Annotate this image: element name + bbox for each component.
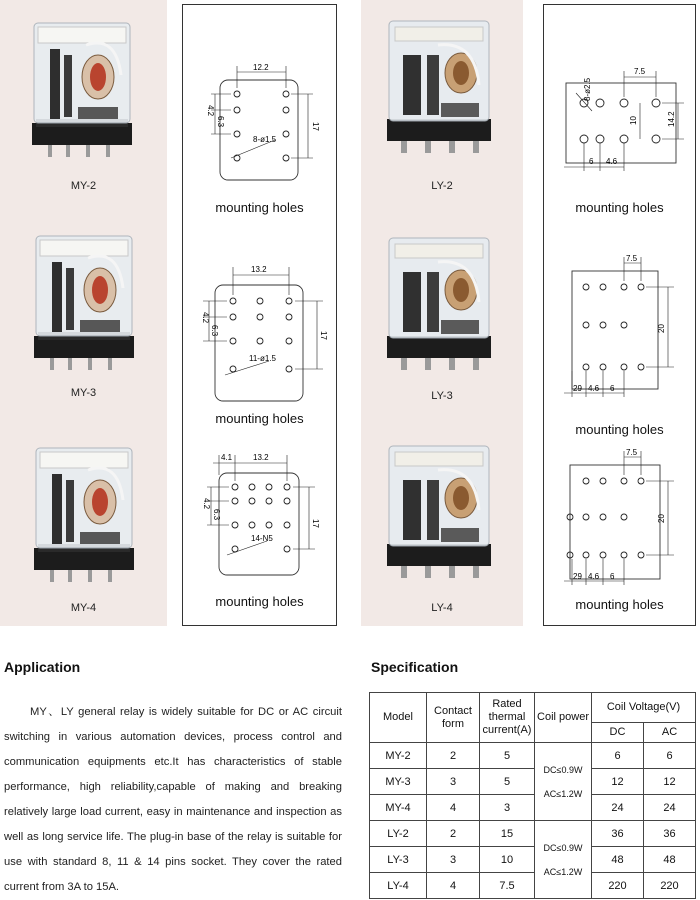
cell-ac: 12 [644, 769, 696, 795]
cell-model: MY-2 [370, 743, 427, 769]
hole-spec-my2: 8-ø1.5 [253, 135, 277, 144]
header-contact: Contact form [427, 693, 480, 743]
header-coil-voltage: Coil Voltage(V) [592, 693, 696, 723]
relay-photo-my2 [26, 15, 138, 160]
dim-height-ly3: 20 [657, 324, 666, 333]
cell-dc: 6 [592, 743, 644, 769]
cell-current: 10 [480, 847, 535, 873]
header-model: Model [370, 693, 427, 743]
hole-spec-my4: 14-N5 [251, 534, 273, 543]
dim-d1-my3: 4.2 [201, 312, 210, 324]
cell-model: MY-4 [370, 795, 427, 821]
cell-ac: 24 [644, 795, 696, 821]
cell-model: LY-4 [370, 873, 427, 899]
relay-photo-my4 [28, 440, 140, 585]
cell-ac: 48 [644, 847, 696, 873]
dim-b2-ly3: 4.6 [588, 384, 600, 393]
power-dc-my: DC≤0.9W [543, 764, 583, 775]
dim-mid-ly2: 10 [629, 116, 638, 125]
cell-dc: 12 [592, 769, 644, 795]
relay-photo-my3 [28, 228, 140, 373]
cell-power-my [535, 743, 592, 821]
cell-current: 5 [480, 769, 535, 795]
cell-power-ly [535, 821, 592, 899]
mounting-label-my3: mounting holes [215, 411, 304, 426]
dim-b1-ly3: 29 [573, 384, 582, 393]
relay-photo-ly4 [383, 440, 495, 582]
dim-height-my3: 17 [319, 331, 328, 340]
power-ac-my: AC≤1.2W [543, 788, 583, 799]
specification-title: Specification [371, 659, 459, 675]
dim-d2-my3: 6.3 [210, 325, 219, 337]
dim-height-my4: 17 [311, 519, 320, 528]
hole-spec-ly2: 8-ø2.5 [583, 77, 592, 101]
mounting-drawing-my3 [183, 257, 338, 407]
dim-b2-ly4: 4.6 [588, 572, 600, 581]
dim-height-ly4: 20 [657, 514, 666, 523]
header-rated: Rated thermal current(A) [480, 693, 535, 743]
photo-panel-ly [361, 0, 523, 626]
dim-left-my4: 4.1 [221, 453, 233, 462]
drawing-panel-my [182, 4, 337, 626]
header-ac: AC [644, 723, 696, 743]
relay-photo-ly2 [383, 15, 495, 157]
product-label-my3: MY-3 [70, 387, 97, 399]
cell-dc: 24 [592, 795, 644, 821]
mounting-drawing-my4 [183, 445, 338, 580]
cell-ac: 220 [644, 873, 696, 899]
power-dc-ly: DC≤0.9W [543, 842, 583, 853]
dim-pitch-ly2: 7.5 [634, 67, 646, 76]
mounting-label-ly2: mounting holes [575, 200, 664, 215]
mounting-drawing-ly4 [544, 445, 697, 590]
mounting-label-ly3: mounting holes [575, 422, 664, 437]
mounting-drawing-ly3 [544, 251, 697, 401]
cell-current: 7.5 [480, 873, 535, 899]
product-label-my4: MY-4 [70, 602, 97, 614]
dim-b1-ly2: 6 [589, 157, 594, 166]
dim-d1-my2: 4.2 [206, 105, 215, 117]
cell-current: 3 [480, 795, 535, 821]
dim-b2-ly2: 4.6 [606, 157, 618, 166]
dim-pitch-ly4: 7.5 [626, 448, 638, 457]
dim-d2-my4: 6.3 [212, 509, 221, 521]
application-title: Application [4, 659, 81, 675]
mounting-label-my2: mounting holes [215, 200, 304, 215]
cell-dc: 36 [592, 821, 644, 847]
cell-ac: 36 [644, 821, 696, 847]
product-label-ly3: LY-3 [431, 390, 453, 402]
cell-current: 5 [480, 743, 535, 769]
power-ac-ly: AC≤1.2W [543, 866, 583, 877]
cell-dc: 48 [592, 847, 644, 873]
header-coil-power: Coil power [535, 693, 592, 743]
cell-contact: 2 [427, 743, 480, 769]
cell-contact: 2 [427, 821, 480, 847]
cell-model: LY-2 [370, 821, 427, 847]
drawing-panel-ly [543, 4, 696, 626]
cell-model: MY-3 [370, 769, 427, 795]
cell-current: 15 [480, 821, 535, 847]
mounting-label-ly4: mounting holes [575, 597, 664, 612]
photo-panel-my [0, 0, 167, 626]
dim-d1-my4: 4.2 [202, 498, 211, 510]
mounting-drawing-my2 [183, 60, 338, 200]
cell-model: LY-3 [370, 847, 427, 873]
cell-contact: 4 [427, 795, 480, 821]
specification-table [369, 692, 696, 899]
product-label-my2: MY-2 [70, 180, 97, 192]
dim-width-my4: 13.2 [253, 453, 269, 462]
header-dc: DC [592, 723, 644, 743]
dim-d2-my2: 6.3 [216, 116, 225, 128]
cell-contact: 4 [427, 873, 480, 899]
product-label-ly4: LY-4 [431, 602, 453, 614]
product-label-ly2: LY-2 [431, 180, 453, 192]
application-text: MY、LY general relay is widely suitable for DC or AC circuit switching in various automation devices, process control and communication equipments etc.It has characteristics of stable performance, high reliability,capable of making and breaking relatively large load current, easy in maintenance and inspection as well as long service life. The plug-in base of the relay is suitable for use with standard 8, 11 & 14 pins socket. They cover the rated current from 3A to 15A. [4, 706, 342, 893]
dim-width-my3: 13.2 [251, 265, 267, 274]
relay-photo-ly3 [383, 232, 495, 374]
dim-height-ly2: 14.2 [667, 111, 676, 127]
hole-spec-my3: 11-ø1.5 [249, 354, 276, 363]
dim-pitch-ly3: 7.5 [626, 254, 638, 263]
dim-height-my2: 17 [311, 122, 320, 131]
dim-b3-ly3: 6 [610, 384, 615, 393]
cell-dc: 220 [592, 873, 644, 899]
dim-b1-ly4: 29 [573, 572, 582, 581]
cell-ac: 6 [644, 743, 696, 769]
dim-width-my2: 12.2 [253, 63, 269, 72]
dim-b3-ly4: 6 [610, 572, 615, 581]
mounting-label-my4: mounting holes [215, 594, 304, 609]
cell-contact: 3 [427, 847, 480, 873]
cell-contact: 3 [427, 769, 480, 795]
mounting-drawing-ly2 [544, 63, 697, 178]
